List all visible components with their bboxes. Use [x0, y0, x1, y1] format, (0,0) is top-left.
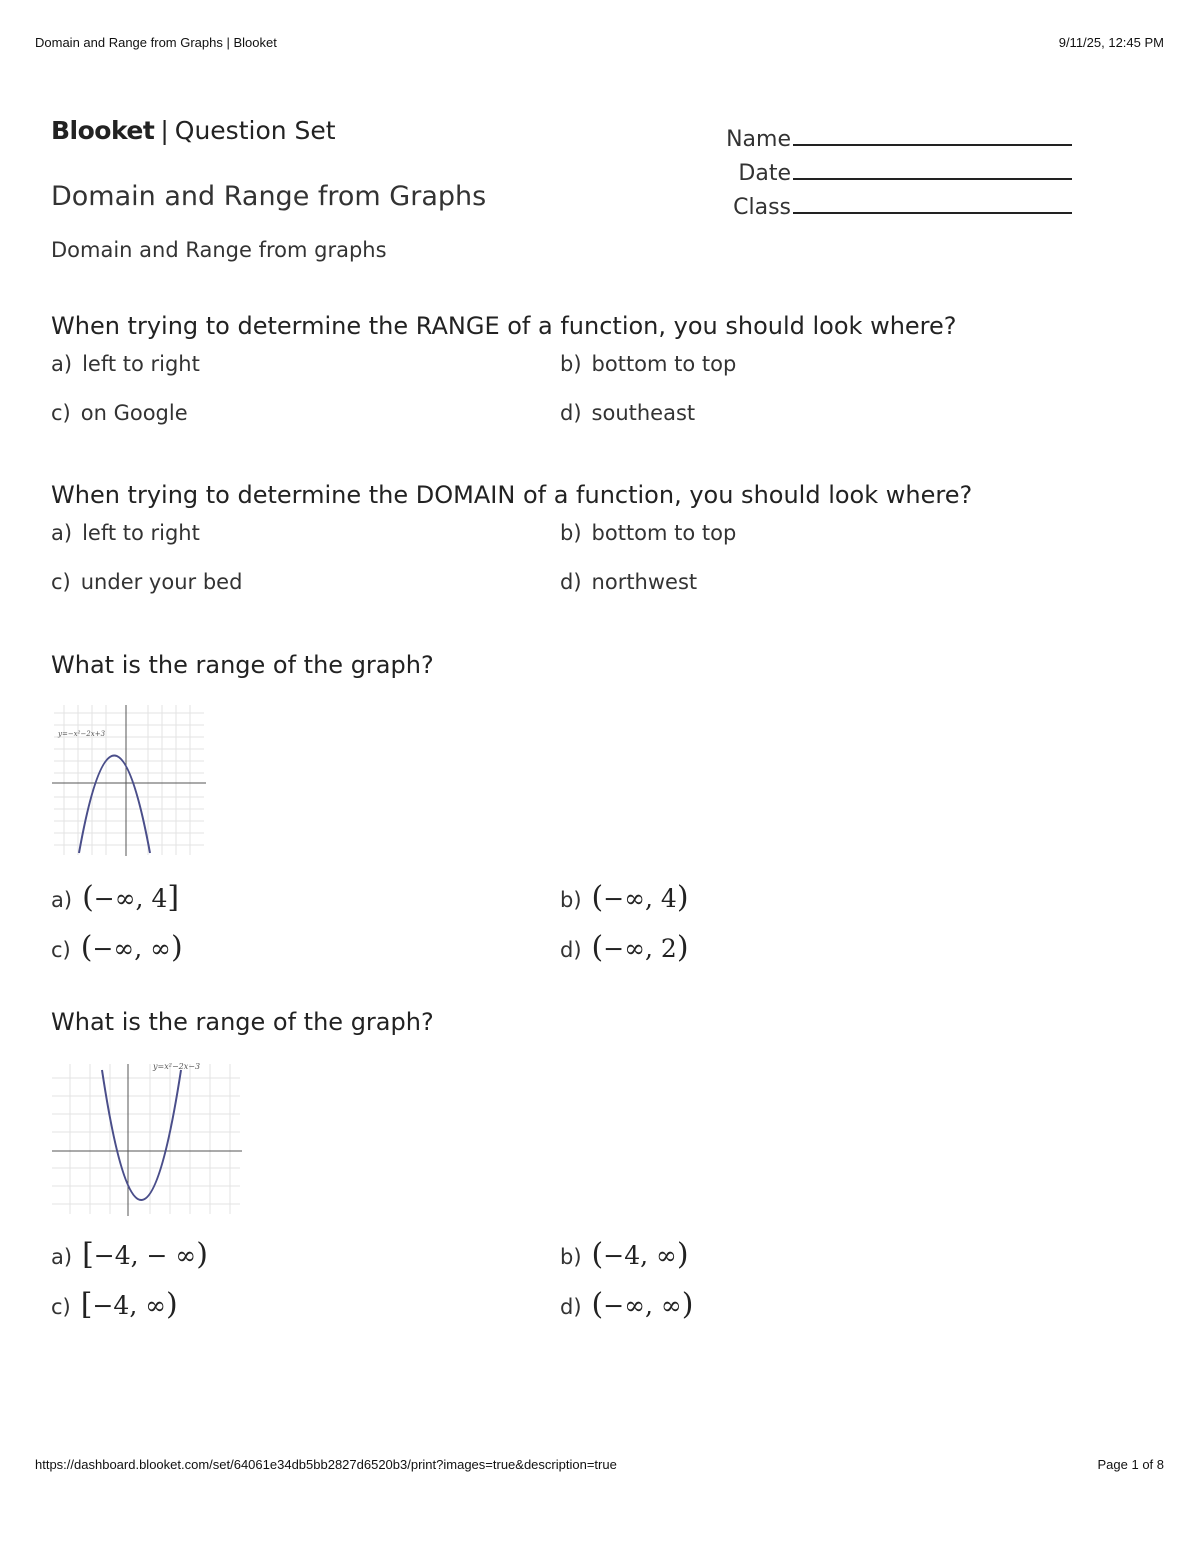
- answer-letter: a): [51, 888, 73, 912]
- question-2: [51, 481, 1151, 594]
- question-1: [51, 312, 1151, 425]
- brand-label: Question Set: [174, 116, 336, 145]
- brand-separator: |: [160, 116, 169, 145]
- graph-downward-parabola: [50, 703, 208, 858]
- answer-b: [560, 880, 689, 915]
- interval-open-bracket: (: [80, 930, 93, 965]
- graph-equation-label: y=−x²−2x+3: [58, 730, 106, 738]
- set-description: Domain and Range from graphs: [51, 238, 387, 262]
- answer-letter: d): [560, 938, 582, 962]
- question-text: What is the range of the graph?: [51, 1008, 434, 1036]
- answer-d: [560, 1287, 693, 1322]
- answer-letter: a): [51, 1245, 73, 1269]
- interval-open-bracket: (: [82, 880, 94, 915]
- graph-equation-label: y=x²−2x−3: [153, 1062, 201, 1071]
- answer-letter: a): [51, 352, 73, 376]
- set-title: Domain and Range from Graphs: [51, 181, 487, 212]
- question-3: [51, 651, 1151, 679]
- interval-close-bracket: ]: [167, 880, 180, 915]
- date-line[interactable]: [793, 178, 1072, 180]
- answer-a: [51, 880, 179, 915]
- interval-close-bracket: ): [676, 1237, 689, 1272]
- print-footer-page: Page 1 of 8: [1097, 1457, 1164, 1472]
- interval-close-bracket: ): [166, 1287, 178, 1322]
- answer-text: southeast: [591, 401, 696, 425]
- interval-body: −4, − ∞: [93, 1241, 197, 1270]
- answer-text: left to right: [82, 521, 200, 545]
- answer-letter: c): [51, 401, 71, 425]
- answer-text: under your bed: [80, 570, 243, 594]
- answer-a: [51, 1237, 208, 1272]
- name-field[interactable]: [700, 118, 1072, 152]
- interval-close-bracket: ): [170, 930, 183, 965]
- interval-body: −∞, ∞: [92, 934, 171, 963]
- answer-text: left to right: [82, 352, 200, 376]
- question-4: [51, 1008, 1151, 1036]
- answer-text: northwest: [591, 570, 698, 594]
- print-header-title: Domain and Range from Graphs | Blooket: [35, 35, 277, 50]
- answer-b: [560, 521, 736, 545]
- answer-c: [51, 930, 183, 965]
- answer-text: bottom to top: [591, 352, 737, 376]
- name-label: Name: [726, 127, 791, 152]
- interval-close-bracket: ): [676, 880, 689, 915]
- name-line[interactable]: [793, 144, 1072, 146]
- answer-c: [51, 1287, 178, 1322]
- answer-letter: d): [560, 401, 582, 425]
- answer-a: [51, 352, 200, 376]
- answer-letter: b): [560, 352, 582, 376]
- class-field[interactable]: [700, 186, 1072, 220]
- answer-letter: c): [51, 938, 71, 962]
- interval-close-bracket: ): [676, 930, 689, 965]
- date-field[interactable]: [700, 152, 1072, 186]
- answer-letter: b): [560, 888, 582, 912]
- answer-letter: a): [51, 521, 73, 545]
- print-footer: [35, 1457, 1164, 1472]
- interval-close-bracket: ): [681, 1287, 694, 1322]
- interval-body: −4, ∞: [92, 1291, 167, 1320]
- interval-open-bracket: [: [82, 1237, 94, 1272]
- interval-open-bracket: (: [591, 930, 604, 965]
- answer-d: [560, 570, 697, 594]
- answer-letter: b): [560, 1245, 582, 1269]
- student-info-fields: [700, 118, 1072, 220]
- interval-body: −∞, 4: [93, 884, 168, 913]
- print-header: [35, 35, 1164, 50]
- blooket-logo: Blooket: [51, 116, 155, 145]
- answer-letter: d): [560, 1295, 582, 1319]
- print-header-datetime: 9/11/25, 12:45 PM: [1058, 35, 1164, 50]
- answer-d: [560, 401, 695, 425]
- date-label: Date: [738, 161, 791, 186]
- question-text: What is the range of the graph?: [51, 651, 434, 679]
- answer-letter: c): [51, 1295, 71, 1319]
- interval-body: −∞, 2: [603, 934, 677, 963]
- graph-upward-parabola: [50, 1058, 244, 1218]
- interval-open-bracket: [: [80, 1287, 93, 1322]
- answer-c: [51, 570, 242, 594]
- interval-open-bracket: (: [591, 1237, 604, 1272]
- answer-b: [560, 1237, 689, 1272]
- question-text: When trying to determine the RANGE of a function, you should look where?: [51, 312, 957, 340]
- class-line[interactable]: [793, 212, 1072, 214]
- interval-open-bracket: (: [591, 1287, 604, 1322]
- answer-letter: b): [560, 521, 582, 545]
- answer-a: [51, 521, 200, 545]
- answer-letter: c): [51, 570, 71, 594]
- brand-heading: [51, 116, 336, 145]
- interval-close-bracket: ): [196, 1237, 208, 1272]
- interval-body: −4, ∞: [603, 1241, 677, 1270]
- interval-body: −∞, 4: [603, 884, 677, 913]
- print-footer-url[interactable]: https://dashboard.blooket.com/set/64061e34db5bb2827d6520b3/print?images=true&description=true: [35, 1457, 617, 1472]
- answer-letter: d): [560, 570, 582, 594]
- class-label: Class: [733, 195, 791, 220]
- interval-body: −∞, ∞: [603, 1291, 682, 1320]
- answer-d: [560, 930, 689, 965]
- answer-b: [560, 352, 736, 376]
- answer-text: on Google: [80, 401, 188, 425]
- answer-c: [51, 401, 188, 425]
- interval-open-bracket: (: [591, 880, 604, 915]
- answer-text: bottom to top: [591, 521, 737, 545]
- question-text: When trying to determine the DOMAIN of a function, you should look where?: [51, 481, 973, 509]
